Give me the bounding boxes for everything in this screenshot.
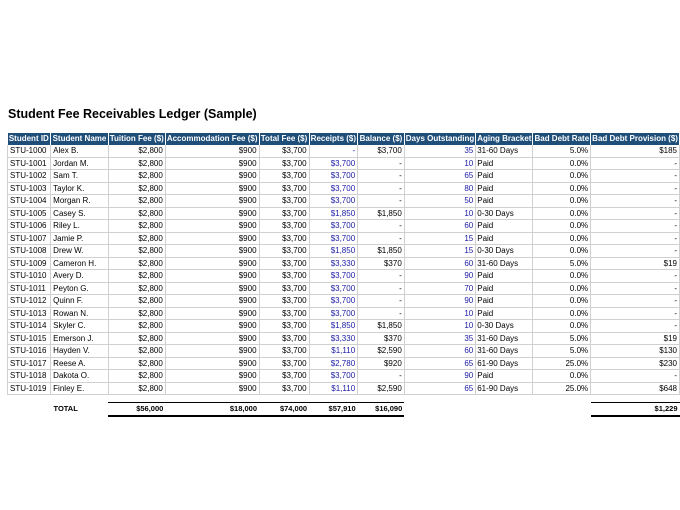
cell-aging-bracket[interactable]: Paid — [476, 157, 533, 170]
cell-student-id[interactable]: STU-1006 — [8, 220, 51, 233]
cell-days-outstanding[interactable]: 90 — [404, 295, 475, 308]
table-row — [8, 320, 680, 333]
cell-provision[interactable]: - — [591, 195, 680, 208]
cell-days-outstanding[interactable]: 10 — [404, 207, 475, 220]
cell-balance[interactable]: - — [358, 370, 405, 383]
cell-tuition[interactable]: $2,800 — [108, 195, 165, 208]
cell-bad-debt-rate[interactable]: 25.0% — [533, 357, 591, 370]
cell-student-id[interactable]: STU-1008 — [8, 245, 51, 258]
cell-aging-bracket[interactable]: 61-90 Days — [476, 357, 533, 370]
cell-provision[interactable]: - — [591, 370, 680, 383]
cell-accommodation[interactable]: $900 — [165, 332, 259, 345]
header-tuition-fee[interactable]: Tuition Fee ($) — [109, 134, 164, 143]
cell-receipts[interactable]: $3,700 — [309, 307, 358, 320]
cell-total-fee[interactable]: $3,700 — [259, 345, 309, 358]
total-receipts[interactable]: $57,910 — [309, 403, 358, 417]
cell-accommodation[interactable]: $900 — [165, 232, 259, 245]
cell-bad-debt-rate[interactable]: 0.0% — [533, 270, 591, 283]
cell-receipts[interactable]: $1,110 — [309, 382, 358, 395]
cell-student-name[interactable]: Peyton G. — [51, 282, 109, 295]
cell-total-fee[interactable]: $3,700 — [259, 282, 309, 295]
cell-balance[interactable]: $370 — [358, 257, 405, 270]
cell-bad-debt-rate[interactable]: 0.0% — [533, 207, 591, 220]
table-row — [8, 332, 680, 345]
cell-days-outstanding[interactable]: 10 — [404, 320, 475, 333]
cell-student-name[interactable]: Taylor K. — [51, 182, 109, 195]
header-balance[interactable]: Balance ($) — [359, 134, 403, 143]
cell-provision[interactable]: $130 — [591, 345, 680, 358]
cell-aging-bracket[interactable]: 0-30 Days — [476, 245, 533, 258]
cell-balance[interactable]: - — [358, 307, 405, 320]
cell-days-outstanding[interactable]: 35 — [404, 145, 475, 157]
cell-aging-bracket[interactable]: 0-30 Days — [476, 320, 533, 333]
cell-accommodation[interactable]: $900 — [165, 382, 259, 395]
cell-bad-debt-rate[interactable]: 0.0% — [533, 282, 591, 295]
cell-total-fee[interactable]: $3,700 — [259, 320, 309, 333]
cell-student-id[interactable]: STU-1004 — [8, 195, 51, 208]
cell-bad-debt-rate[interactable]: 0.0% — [533, 320, 591, 333]
cell-days-outstanding[interactable]: 60 — [404, 220, 475, 233]
cell-provision[interactable]: $19 — [591, 257, 680, 270]
cell-aging-bracket[interactable]: 31-60 Days — [476, 257, 533, 270]
cell-total-fee[interactable]: $3,700 — [259, 220, 309, 233]
cell-total-fee[interactable]: $3,700 — [259, 332, 309, 345]
cell-bad-debt-rate[interactable]: 0.0% — [533, 157, 591, 170]
table-row — [8, 245, 680, 258]
cell-provision[interactable]: $185 — [591, 145, 680, 157]
cell-accommodation[interactable]: $900 — [165, 182, 259, 195]
cell-student-id[interactable]: STU-1013 — [8, 307, 51, 320]
cell-tuition[interactable]: $2,800 — [108, 257, 165, 270]
cell-student-name[interactable]: Sam T. — [51, 170, 109, 183]
cell-accommodation[interactable]: $900 — [165, 257, 259, 270]
total-balance[interactable]: $16,090 — [358, 403, 405, 417]
cell-student-name[interactable]: Casey S. — [51, 207, 109, 220]
cell-accommodation[interactable]: $900 — [165, 245, 259, 258]
cell-accommodation[interactable]: $900 — [165, 207, 259, 220]
table-row — [8, 345, 680, 358]
cell-student-name[interactable]: Hayden V. — [51, 345, 109, 358]
cell-accommodation[interactable]: $900 — [165, 282, 259, 295]
cell-student-id[interactable]: STU-1000 — [8, 145, 51, 157]
table-row — [8, 307, 680, 320]
cell-bad-debt-rate[interactable]: 5.0% — [533, 345, 591, 358]
cell-receipts[interactable]: $1,850 — [309, 207, 358, 220]
cell-receipts[interactable]: $2,780 — [309, 357, 358, 370]
cell-student-name[interactable]: Dakota O. — [51, 370, 109, 383]
cell-balance[interactable]: - — [358, 195, 405, 208]
cell-receipts[interactable]: $3,700 — [309, 182, 358, 195]
cell-bad-debt-rate[interactable]: 0.0% — [533, 232, 591, 245]
cell-tuition[interactable]: $2,800 — [108, 207, 165, 220]
cell-receipts[interactable]: $3,700 — [309, 370, 358, 383]
cell-tuition[interactable]: $2,800 — [108, 270, 165, 283]
cell-receipts[interactable]: $3,700 — [309, 295, 358, 308]
table-row — [8, 257, 680, 270]
cell-balance[interactable]: $2,590 — [358, 382, 405, 395]
cell-student-id[interactable]: STU-1014 — [8, 320, 51, 333]
cell-days-outstanding[interactable]: 90 — [404, 270, 475, 283]
cell-days-outstanding[interactable]: 70 — [404, 282, 475, 295]
cell-receipts[interactable]: $3,700 — [309, 220, 358, 233]
cell-receipts[interactable]: - — [309, 145, 358, 157]
cell-student-id[interactable]: STU-1001 — [8, 157, 51, 170]
sheet-title: Student Fee Receivables Ledger (Sample) — [8, 107, 257, 121]
cell-days-outstanding[interactable]: 15 — [404, 245, 475, 258]
cell-student-id[interactable]: STU-1009 — [8, 257, 51, 270]
cell-total-fee[interactable]: $3,700 — [259, 232, 309, 245]
cell-aging-bracket[interactable]: Paid — [476, 270, 533, 283]
table-row — [8, 195, 680, 208]
cell-student-name[interactable]: Emerson J. — [51, 332, 109, 345]
cell-accommodation[interactable]: $900 — [165, 320, 259, 333]
cell-total-fee[interactable]: $3,700 — [259, 145, 309, 157]
cell-student-id[interactable]: STU-1016 — [8, 345, 51, 358]
cell-days-outstanding[interactable]: 15 — [404, 232, 475, 245]
cell-provision[interactable]: $230 — [591, 357, 680, 370]
cell-days-outstanding[interactable]: 65 — [404, 382, 475, 395]
cell-total-fee[interactable]: $3,700 — [259, 357, 309, 370]
header-student-id[interactable]: Student ID — [8, 134, 49, 143]
receivables-table — [7, 133, 680, 417]
cell-provision[interactable]: - — [591, 157, 680, 170]
cell-tuition[interactable]: $2,800 — [108, 182, 165, 195]
cell-days-outstanding[interactable]: 10 — [404, 157, 475, 170]
header-student-name[interactable]: Student Name — [52, 134, 107, 143]
cell-bad-debt-rate[interactable]: 0.0% — [533, 220, 591, 233]
cell-days-outstanding[interactable]: 35 — [404, 332, 475, 345]
cell-tuition[interactable]: $2,800 — [108, 345, 165, 358]
cell-balance[interactable]: - — [358, 295, 405, 308]
cell-balance[interactable]: $1,850 — [358, 320, 405, 333]
header-row — [8, 133, 680, 145]
cell-tuition[interactable]: $2,800 — [108, 145, 165, 157]
cell-accommodation[interactable]: $900 — [165, 145, 259, 157]
total-fee[interactable]: $74,000 — [259, 403, 309, 417]
total-empty-days — [404, 403, 475, 417]
cell-balance[interactable]: $3,700 — [358, 145, 405, 157]
cell-balance[interactable]: - — [358, 170, 405, 183]
cell-bad-debt-rate[interactable]: 0.0% — [533, 195, 591, 208]
cell-accommodation[interactable]: $900 — [165, 270, 259, 283]
cell-student-name[interactable]: Avery D. — [51, 270, 109, 283]
cell-student-name[interactable]: Riley L. — [51, 220, 109, 233]
cell-student-id[interactable]: STU-1019 — [8, 382, 51, 395]
cell-accommodation[interactable]: $900 — [165, 170, 259, 183]
cell-receipts[interactable]: $1,850 — [309, 320, 358, 333]
cell-student-id[interactable]: STU-1005 — [8, 207, 51, 220]
table-row — [8, 170, 680, 183]
cell-tuition[interactable]: $2,800 — [108, 157, 165, 170]
cell-tuition[interactable]: $2,800 — [108, 382, 165, 395]
cell-student-name[interactable]: Skyler C. — [51, 320, 109, 333]
cell-receipts[interactable]: $3,700 — [309, 157, 358, 170]
cell-provision[interactable]: - — [591, 232, 680, 245]
cell-tuition[interactable]: $2,800 — [108, 370, 165, 383]
cell-days-outstanding[interactable]: 50 — [404, 195, 475, 208]
cell-total-fee[interactable]: $3,700 — [259, 157, 309, 170]
cell-receipts[interactable]: $3,330 — [309, 257, 358, 270]
cell-balance[interactable]: - — [358, 232, 405, 245]
cell-total-fee[interactable]: $3,700 — [259, 195, 309, 208]
cell-student-id[interactable]: STU-1017 — [8, 357, 51, 370]
cell-balance[interactable]: $1,850 — [358, 245, 405, 258]
cell-balance[interactable]: $370 — [358, 332, 405, 345]
cell-receipts[interactable]: $3,330 — [309, 332, 358, 345]
cell-provision[interactable]: - — [591, 207, 680, 220]
table-row — [8, 207, 680, 220]
cell-provision[interactable]: $648 — [591, 382, 680, 395]
cell-student-id[interactable]: STU-1003 — [8, 182, 51, 195]
cell-tuition[interactable]: $2,800 — [108, 245, 165, 258]
table-row — [8, 270, 680, 283]
cell-days-outstanding[interactable]: 60 — [404, 345, 475, 358]
header-aging-bracket[interactable]: Aging Bracket — [477, 134, 532, 143]
cell-tuition[interactable]: $2,800 — [108, 232, 165, 245]
table-row — [8, 370, 680, 383]
table-row — [8, 232, 680, 245]
cell-tuition[interactable]: $2,800 — [108, 295, 165, 308]
cell-provision[interactable]: - — [591, 320, 680, 333]
cell-tuition[interactable]: $2,800 — [108, 307, 165, 320]
table-row — [8, 382, 680, 395]
cell-provision[interactable]: - — [591, 295, 680, 308]
cell-bad-debt-rate[interactable]: 0.0% — [533, 295, 591, 308]
table-row — [8, 282, 680, 295]
cell-aging-bracket[interactable]: 31-60 Days — [476, 332, 533, 345]
cell-receipts[interactable]: $1,850 — [309, 245, 358, 258]
cell-balance[interactable]: $920 — [358, 357, 405, 370]
cell-total-fee[interactable]: $3,700 — [259, 295, 309, 308]
cell-balance[interactable]: - — [358, 182, 405, 195]
header-bad-debt-rate[interactable]: Bad Debt Rate — [534, 134, 590, 143]
cell-receipts[interactable]: $3,700 — [309, 232, 358, 245]
cell-provision[interactable]: - — [591, 307, 680, 320]
cell-receipts[interactable]: $3,700 — [309, 195, 358, 208]
cell-aging-bracket[interactable]: 0-30 Days — [476, 207, 533, 220]
table-row — [8, 357, 680, 370]
cell-student-name[interactable]: Quinn F. — [51, 295, 109, 308]
cell-student-id[interactable]: STU-1002 — [8, 170, 51, 183]
cell-total-fee[interactable]: $3,700 — [259, 307, 309, 320]
cell-accommodation[interactable]: $900 — [165, 307, 259, 320]
table-row — [8, 157, 680, 170]
cell-balance[interactable]: - — [358, 157, 405, 170]
table-row — [8, 145, 680, 157]
cell-days-outstanding[interactable]: 60 — [404, 257, 475, 270]
header-total-fee[interactable]: Total Fee ($) — [260, 134, 308, 143]
total-accommodation[interactable]: $18,000 — [165, 403, 259, 417]
cell-bad-debt-rate[interactable]: 0.0% — [533, 245, 591, 258]
cell-aging-bracket[interactable]: Paid — [476, 182, 533, 195]
cell-receipts[interactable]: $3,700 — [309, 270, 358, 283]
cell-student-name[interactable]: Finley E. — [51, 382, 109, 395]
cell-student-id[interactable]: STU-1015 — [8, 332, 51, 345]
table-row — [8, 220, 680, 233]
cell-accommodation[interactable]: $900 — [165, 195, 259, 208]
cell-student-id[interactable]: STU-1011 — [8, 282, 51, 295]
cell-aging-bracket[interactable]: Paid — [476, 307, 533, 320]
cell-aging-bracket[interactable]: Paid — [476, 295, 533, 308]
cell-balance[interactable]: $2,590 — [358, 345, 405, 358]
cell-days-outstanding[interactable]: 90 — [404, 370, 475, 383]
cell-days-outstanding[interactable]: 65 — [404, 170, 475, 183]
cell-total-fee[interactable]: $3,700 — [259, 170, 309, 183]
cell-tuition[interactable]: $2,800 — [108, 282, 165, 295]
cell-student-name[interactable]: Reese A. — [51, 357, 109, 370]
total-tuition[interactable]: $56,000 — [108, 403, 165, 417]
cell-student-name[interactable]: Rowan N. — [51, 307, 109, 320]
cell-bad-debt-rate[interactable]: 5.0% — [533, 257, 591, 270]
totals-row — [8, 403, 680, 417]
cell-bad-debt-rate[interactable]: 5.0% — [533, 332, 591, 345]
cell-accommodation[interactable]: $900 — [165, 357, 259, 370]
cell-receipts[interactable]: $1,110 — [309, 345, 358, 358]
cell-balance[interactable]: - — [358, 220, 405, 233]
cell-tuition[interactable]: $2,800 — [108, 220, 165, 233]
header-receipts[interactable]: Receipts ($) — [310, 134, 357, 143]
table-row — [8, 295, 680, 308]
cell-tuition[interactable]: $2,800 — [108, 170, 165, 183]
cell-bad-debt-rate[interactable]: 5.0% — [533, 145, 591, 157]
cell-tuition[interactable]: $2,800 — [108, 320, 165, 333]
cell-provision[interactable]: - — [591, 220, 680, 233]
cell-accommodation[interactable]: $900 — [165, 295, 259, 308]
cell-student-name[interactable]: Cameron H. — [51, 257, 109, 270]
cell-aging-bracket[interactable]: 31-60 Days — [476, 145, 533, 157]
header-accommodation-fee[interactable]: Accommodation Fee ($) — [166, 134, 258, 143]
cell-aging-bracket[interactable]: Paid — [476, 282, 533, 295]
cell-bad-debt-rate[interactable]: 0.0% — [533, 370, 591, 383]
total-empty-aging — [476, 403, 533, 417]
cell-aging-bracket[interactable]: 31-60 Days — [476, 345, 533, 358]
cell-balance[interactable]: $1,850 — [358, 207, 405, 220]
cell-total-fee[interactable]: $3,700 — [259, 382, 309, 395]
cell-student-name[interactable]: Jamie P. — [51, 232, 109, 245]
cell-student-id[interactable]: STU-1007 — [8, 232, 51, 245]
cell-bad-debt-rate[interactable]: 0.0% — [533, 307, 591, 320]
cell-total-fee[interactable]: $3,700 — [259, 370, 309, 383]
cell-days-outstanding[interactable]: 80 — [404, 182, 475, 195]
cell-accommodation[interactable]: $900 — [165, 345, 259, 358]
header-days-outstanding[interactable]: Days Outstanding — [405, 134, 475, 143]
spacer-row — [8, 395, 680, 403]
cell-accommodation[interactable]: $900 — [165, 220, 259, 233]
total-empty-rate — [533, 403, 591, 417]
cell-accommodation[interactable]: $900 — [165, 370, 259, 383]
cell-bad-debt-rate[interactable]: 0.0% — [533, 182, 591, 195]
cell-days-outstanding[interactable]: 65 — [404, 357, 475, 370]
cell-provision[interactable]: - — [591, 182, 680, 195]
cell-student-id[interactable]: STU-1010 — [8, 270, 51, 283]
cell-receipts[interactable]: $3,700 — [309, 170, 358, 183]
cell-balance[interactable]: - — [358, 282, 405, 295]
cell-tuition[interactable]: $2,800 — [108, 357, 165, 370]
cell-provision[interactable]: $19 — [591, 332, 680, 345]
cell-aging-bracket[interactable]: Paid — [476, 232, 533, 245]
cell-accommodation[interactable]: $900 — [165, 157, 259, 170]
cell-total-fee[interactable]: $3,700 — [259, 257, 309, 270]
header-bad-debt-provision[interactable]: Bad Debt Provision ($) — [592, 134, 678, 143]
cell-student-id[interactable]: STU-1018 — [8, 370, 51, 383]
cell-student-name[interactable]: Drew W. — [51, 245, 109, 258]
cell-aging-bracket[interactable]: Paid — [476, 220, 533, 233]
cell-bad-debt-rate[interactable]: 25.0% — [533, 382, 591, 395]
cell-total-fee[interactable]: $3,700 — [259, 245, 309, 258]
cell-aging-bracket[interactable]: Paid — [476, 370, 533, 383]
cell-student-id[interactable]: STU-1012 — [8, 295, 51, 308]
cell-student-name[interactable]: Alex B. — [51, 145, 109, 157]
cell-balance[interactable]: - — [358, 270, 405, 283]
cell-bad-debt-rate[interactable]: 0.0% — [533, 170, 591, 183]
total-provision[interactable]: $1,229 — [591, 403, 680, 417]
cell-student-name[interactable]: Morgan R. — [51, 195, 109, 208]
cell-total-fee[interactable]: $3,700 — [259, 270, 309, 283]
cell-receipts[interactable]: $3,700 — [309, 282, 358, 295]
cell-aging-bracket[interactable]: Paid — [476, 195, 533, 208]
cell-provision[interactable]: - — [591, 270, 680, 283]
cell-provision[interactable]: - — [591, 245, 680, 258]
cell-student-name[interactable]: Jordan M. — [51, 157, 109, 170]
table-row — [8, 182, 680, 195]
totals-label: TOTAL — [53, 404, 78, 414]
cell-days-outstanding[interactable]: 10 — [404, 307, 475, 320]
cell-total-fee[interactable]: $3,700 — [259, 182, 309, 195]
cell-provision[interactable]: - — [591, 170, 680, 183]
cell-tuition[interactable]: $2,800 — [108, 332, 165, 345]
cell-aging-bracket[interactable]: 61-90 Days — [476, 382, 533, 395]
cell-aging-bracket[interactable]: Paid — [476, 170, 533, 183]
cell-total-fee[interactable]: $3,700 — [259, 207, 309, 220]
cell-provision[interactable]: - — [591, 282, 680, 295]
